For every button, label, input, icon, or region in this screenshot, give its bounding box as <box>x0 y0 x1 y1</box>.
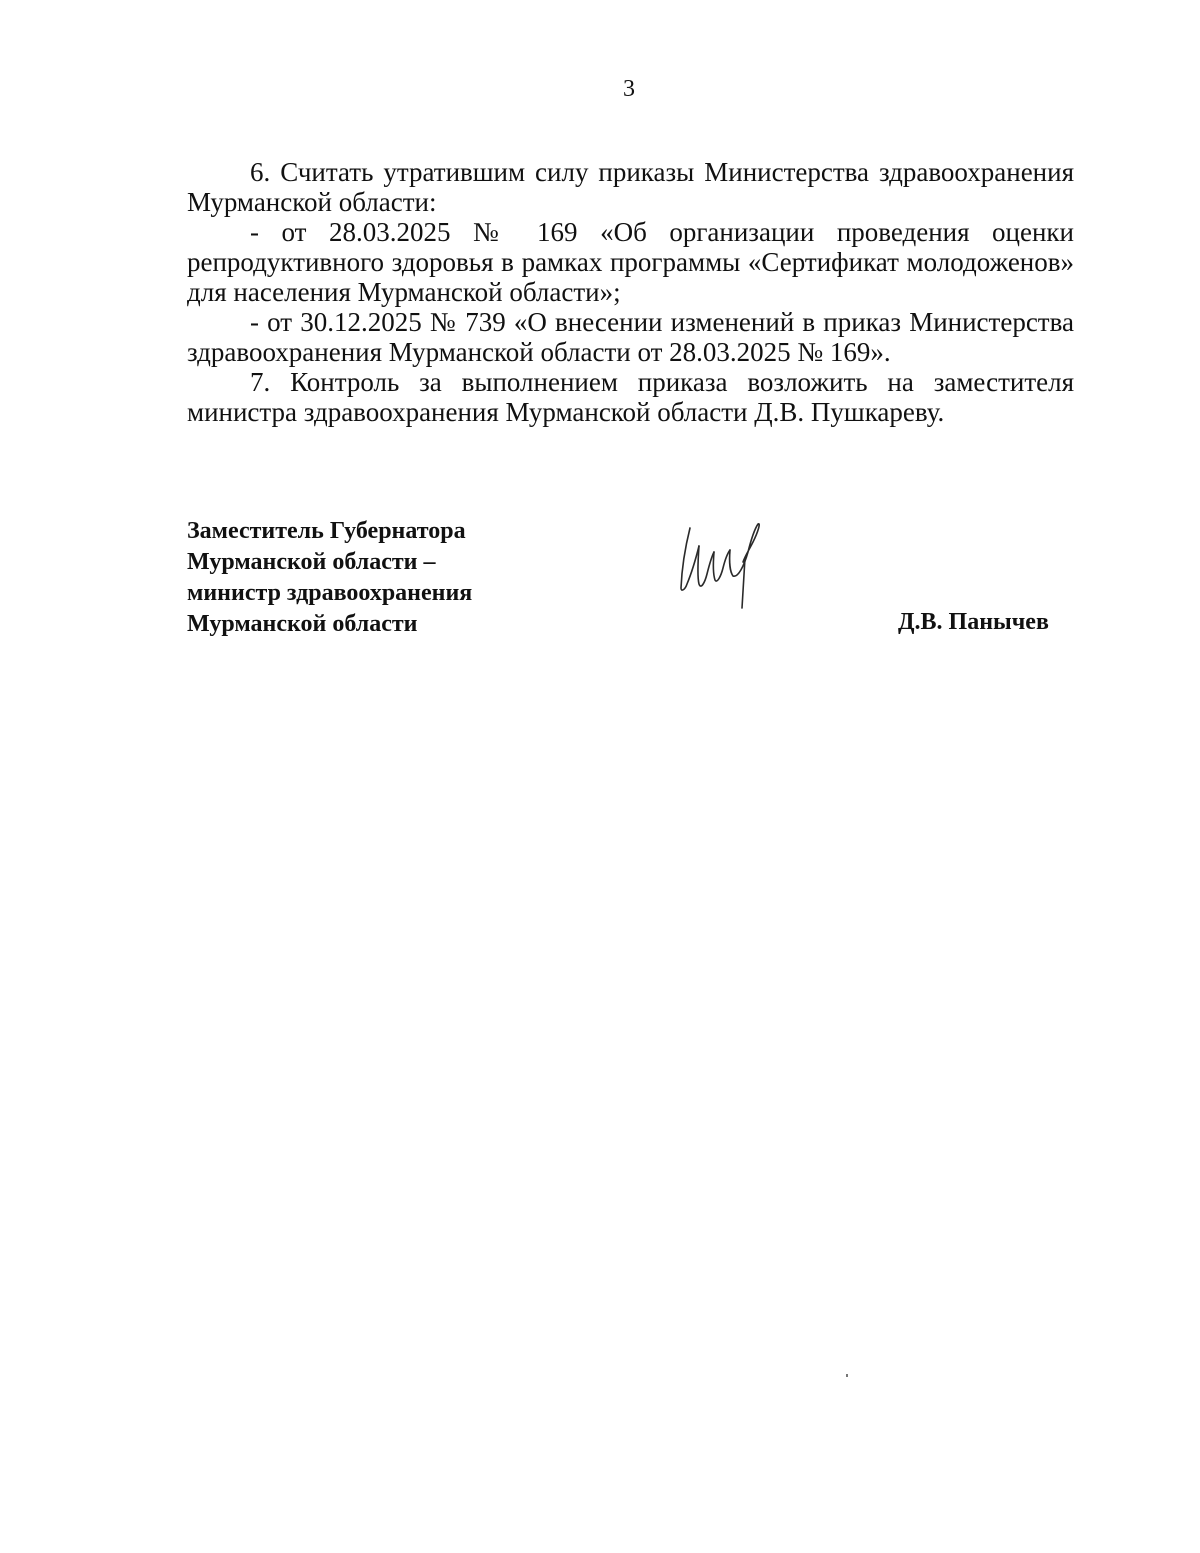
paragraph-subitem-order-169: - от 28.03.2025 № 169 «Об организации проведения оценки репродуктивного здоровья в рамках программы «Сертификат молодоженов» для населения Мурманской области»; <box>187 217 1074 307</box>
handwritten-signature <box>672 518 768 614</box>
page-number: 3 <box>623 76 635 102</box>
signatory-position-line: Заместитель Губернатора <box>187 518 466 544</box>
signatory-position <box>187 516 472 640</box>
paragraph-item-6: 6. Считать утратившим силу приказы Министерства здравоохранения Мурманской области: <box>187 157 1074 217</box>
signatory-position-line: министр здравоохранения <box>187 580 473 606</box>
document-body <box>187 157 1074 427</box>
paragraph-subitem-order-739: - от 30.12.2025 № 739 «О внесении изменений в приказ Министерства здравоохранения Мурманской области от 28.03.2025 № 169». <box>187 307 1074 367</box>
paragraph-item-7: 7. Контроль за выполнением приказа возложить на заместителя министра здравоохранения Мурманской области Д.В. Пушкареву. <box>187 367 1074 427</box>
signatory-position-line: Мурманской области <box>187 611 418 637</box>
signatory-position-line: Мурманской области – <box>187 549 436 575</box>
scan-speck <box>846 1374 848 1377</box>
signatory-name: Д.В. Панычев <box>898 609 1049 635</box>
